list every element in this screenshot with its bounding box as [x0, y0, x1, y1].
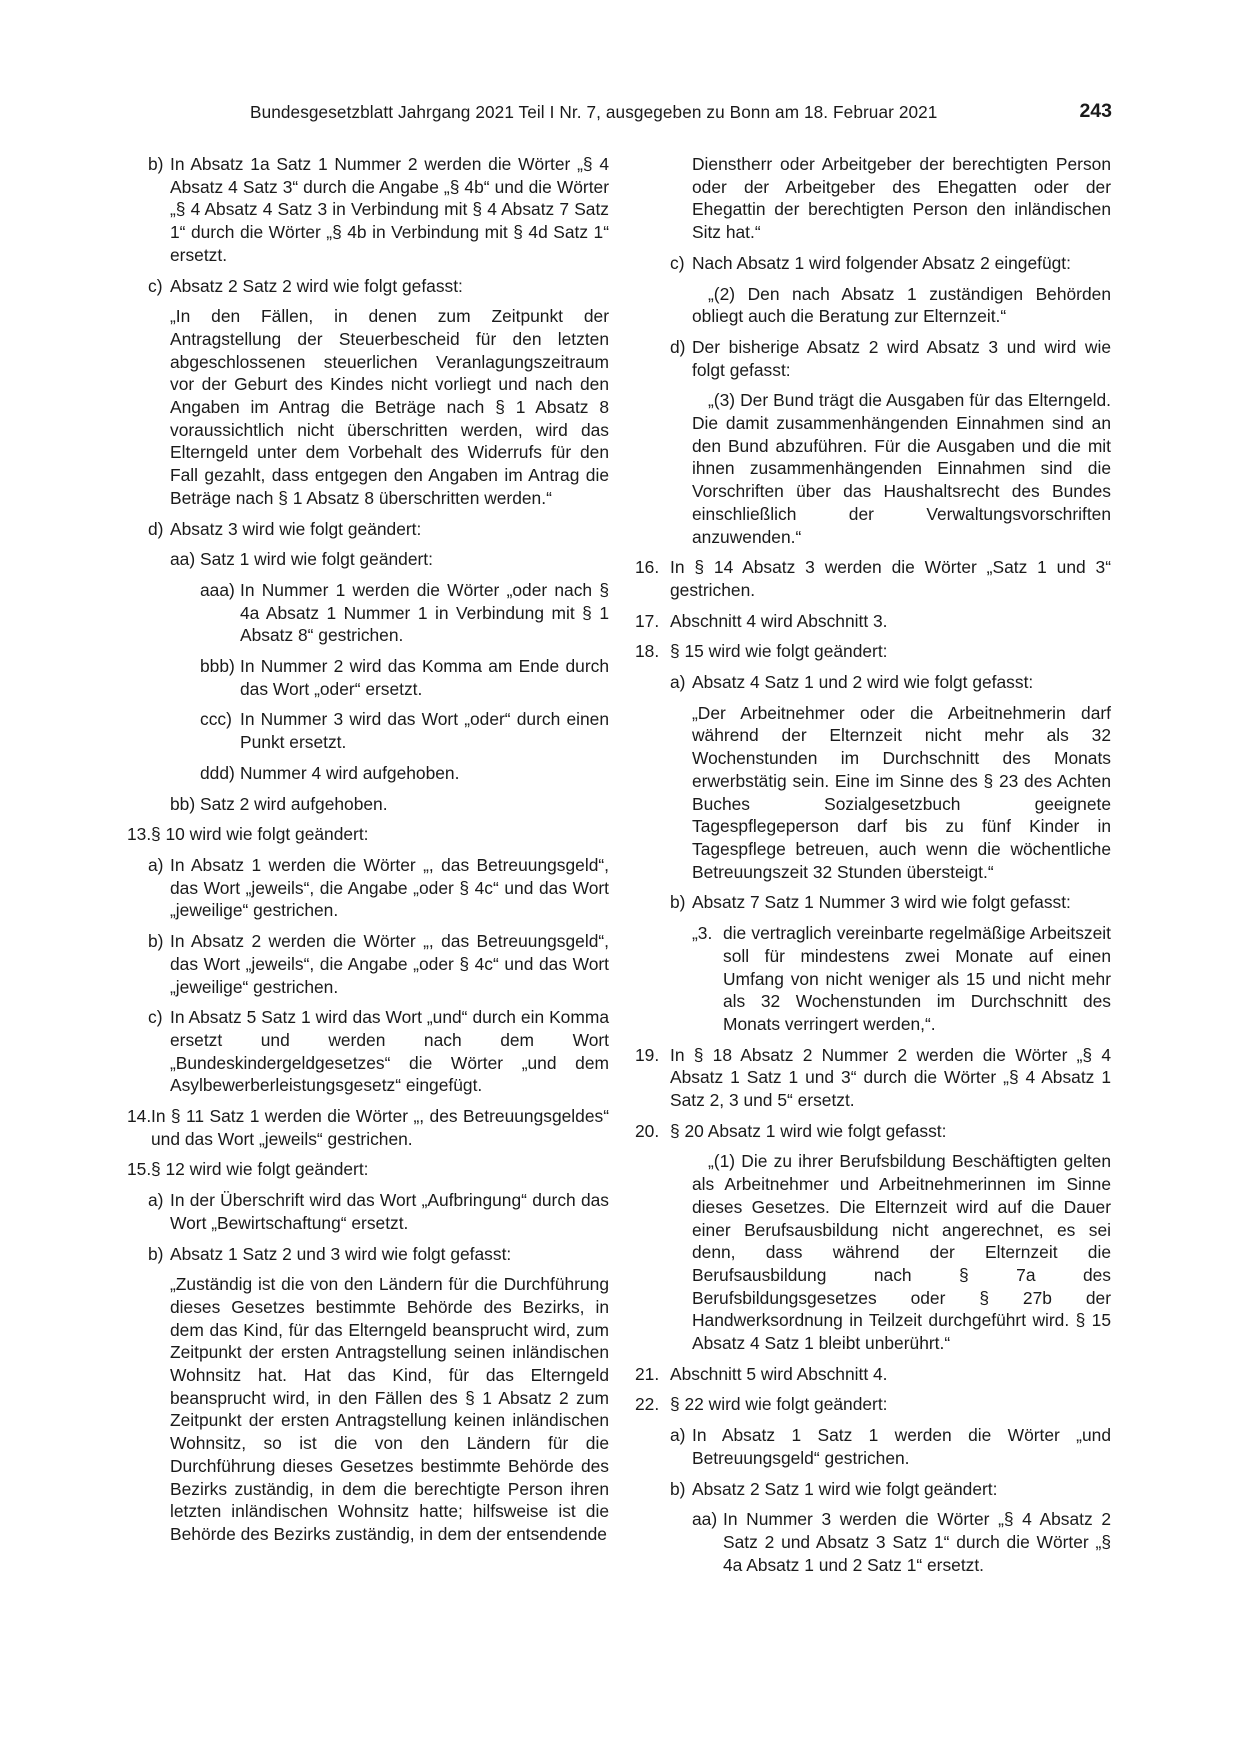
- item-label: aa): [692, 1509, 718, 1530]
- list-item: [627, 1508, 1111, 1576]
- list-item: [127, 930, 609, 998]
- list-item: [127, 708, 609, 753]
- list-item: [627, 640, 1111, 663]
- item-text: In Nummer 1 werden die Wörter „oder nach § 4a Absatz 1 Nummer 1 in Verbindung mit § 1 Absatz 8“ gestrichen.: [240, 579, 609, 646]
- list-item: [627, 1424, 1111, 1469]
- list-item: [127, 762, 609, 785]
- item-label: b): [670, 1478, 686, 1499]
- item-text: In Absatz 1 Satz 1 werden die Wörter „und Betreuungsgeld“ gestrichen.: [692, 1425, 1111, 1468]
- list-item: [127, 823, 609, 846]
- item-label: 14.: [127, 1106, 152, 1127]
- page-header: [250, 100, 1112, 126]
- item-label: a): [148, 1190, 164, 1211]
- item-label: d): [670, 336, 686, 357]
- item-label: 20.: [635, 1120, 660, 1141]
- quoted-text: „Zuständig ist die von den Ländern für die Durchführung dieses Gesetzes bestimmte Behörde des Bezirks, in dem das Kind, für das Elterngeld beansprucht wird, zum Zeitpunkt der ersten Antragstellung seinen inländischen Wohnsitz hat. Hat das Kind, für das Elterngeld beansprucht wird, in den Fällen des § 1 Absatz 2 zum Zeitpunkt der ersten Antragstellung keinen inländischen Wohnsitz, so ist die von den Ländern für die Durchführung dieses Gesetzes bestimmte Behörde des Bezirks zuständig, in dem die berechtigte Person ihren letzten inländischen Wohnsitz hatte; hilfsweise ist die Behörde des Bezirks zuständig, in dem der entsendende: [170, 1274, 609, 1544]
- item-text: § 10 wird wie folgt geändert:: [151, 824, 369, 845]
- list-item: [127, 1189, 609, 1234]
- item-label: a): [670, 672, 686, 693]
- list-item: [127, 275, 609, 510]
- item-label: 21.: [635, 1363, 660, 1384]
- item-label: bb): [170, 793, 196, 814]
- list-item: [127, 655, 609, 700]
- quoted-text: „(1) Die zu ihrer Berufsbildung Beschäftigten gelten als Arbeitnehmer und Arbeitnehmerinnen im Sinne dieses Gesetzes. Die Elternzeit wird auf die Dauer einer Berufsausbildung nicht angerechnet, es sei denn, dass während der Elternzeit die Berufsausbildung nach § 7a des Berufsbildungsgesetzes oder § 27b der Handwerksordnung in Teilzeit durchgeführt wird. § 15 Absatz 4 Satz 1 bleibt unberührt.“: [692, 1151, 1111, 1354]
- item-text: Absatz 1 Satz 2 und 3 wird wie folgt gefasst:: [170, 1243, 512, 1264]
- item-text: Nummer 4 wird aufgehoben.: [240, 762, 460, 783]
- item-text: § 15 wird wie folgt geändert:: [670, 641, 888, 662]
- item-label: 16.: [635, 557, 660, 578]
- list-item: [627, 610, 1111, 633]
- list-item: [127, 1158, 609, 1181]
- page-number: 243: [1079, 100, 1112, 122]
- item-text: § 22 wird wie folgt geändert:: [670, 1394, 888, 1415]
- item-text: Absatz 4 Satz 1 und 2 wird wie folgt gefasst:: [692, 672, 1034, 693]
- item-text: Abschnitt 5 wird Abschnitt 4.: [670, 1363, 888, 1384]
- list-item: [627, 1363, 1111, 1386]
- list-item: [127, 793, 609, 816]
- list-item: [627, 252, 1111, 328]
- item-label: 17.: [635, 610, 660, 631]
- item-text: Satz 2 wird aufgehoben.: [200, 793, 388, 814]
- item-text: In § 11 Satz 1 werden die Wörter „, des Betreuungsgeldes“ und das Wort „jeweils“ gestrichen.: [151, 1106, 609, 1149]
- item-text: Absatz 2 Satz 1 wird wie folgt geändert:: [692, 1478, 998, 1499]
- list-item: [127, 1105, 609, 1150]
- item-label: ddd): [200, 762, 235, 783]
- quoted-text: „(2) Den nach Absatz 1 zuständigen Behörden obliegt auch die Beratung zur Elternzeit.“: [692, 283, 1111, 327]
- item-text: Nach Absatz 1 wird folgender Absatz 2 eingefügt:: [692, 252, 1071, 273]
- list-item: [127, 579, 609, 647]
- item-text: Der bisherige Absatz 2 wird Absatz 3 und wird wie folgt gefasst:: [692, 336, 1111, 380]
- item-label: c): [148, 275, 163, 296]
- list-item: [127, 548, 609, 571]
- list-item: [127, 1243, 609, 1546]
- item-text: Abschnitt 4 wird Abschnitt 3.: [670, 610, 888, 631]
- item-label: 13.: [127, 824, 152, 845]
- list-item: [627, 671, 1111, 883]
- right-column: [627, 153, 1111, 1584]
- continued-text: [627, 153, 1111, 244]
- item-label: 22.: [635, 1394, 660, 1415]
- item-label: aaa): [200, 579, 235, 600]
- item-label: d): [148, 518, 164, 539]
- list-item: [127, 153, 609, 267]
- item-text: In Absatz 1a Satz 1 Nummer 2 werden die Wörter „§ 4 Absatz 4 Satz 3“ durch die Angabe „§ 4b“ und die Wörter „§ 4 Absatz 4 Satz 3 in Verbindung mit § 4 Absatz 7 Satz 1“ durch die Wörter „§ 4b in Verbindung mit § 4d Satz 1“ ersetzt.: [170, 154, 609, 265]
- item-text: § 20 Absatz 1 wird wie folgt gefasst:: [670, 1120, 947, 1141]
- item-text: In Absatz 2 werden die Wörter „, das Betreuungsgeld“, das Wort „jeweils“, die Angabe „oder § 4c“ und das Wort „jeweilige“ gestrichen.: [170, 931, 609, 997]
- item-text: In § 18 Absatz 2 Nummer 2 werden die Wörter „§ 4 Absatz 1 Satz 1 und 3“ durch die Wörter „§ 4 Absatz 1 Satz 2, 3 und 5“ ersetzt.: [670, 1044, 1111, 1111]
- item-text: In Nummer 3 werden die Wörter „§ 4 Absatz 2 Satz 2 und Absatz 3 Satz 1“ durch die Wörter „§ 4a Absatz 1 und 2 Satz 1“ ersetzt.: [723, 1509, 1111, 1575]
- item-text: In Absatz 1 werden die Wörter „, das Betreuungsgeld“, das Wort „jeweils“, die Angabe „oder § 4c“ und das Wort „jeweilige“ gestrichen.: [170, 854, 609, 921]
- quoted-text: „Der Arbeitnehmer oder die Arbeitnehmerin darf während der Elternzeit nicht mehr als 32 Wochenstunden im Durchschnitt des Monats erwerbstätig sein. Eine im Sinne des § 23 des Achten Buches Sozialgesetzbuch geeignete Tagespflegeperson darf bis zu fünf Kinder in Tagespflege betreuen, auch wenn die wöchentliche Betreuungszeit 32 Stunden übersteigt.“: [692, 702, 1111, 882]
- quoted-text: „(3) Der Bund trägt die Ausgaben für das Elterngeld. Die damit zusammenhängenden Einnahmen sind an den Bund abzuführen. Für die Ausgaben und die mit ihnen zusammenhängenden Einnahmen sind die Vorschriften über das Haushaltsrecht des Bundes einschließlich der Verwaltungsvorschriften anzuwenden.“: [692, 390, 1111, 547]
- item-text: Absatz 7 Satz 1 Nummer 3 wird wie folgt gefasst:: [692, 892, 1071, 913]
- item-label: b): [148, 1243, 164, 1264]
- quoted-text: „In den Fällen, in denen zum Zeitpunkt der Antragstellung der Steuerbescheid für den letzten abgeschlossenen steuerlichen Veranlagungszeitraum vor der Geburt des Kindes nicht vorliegt und nach den Angaben im Antrag die Beträge nach § 1 Absatz 8 voraussichtlich nicht überschritten werden, wird das Elterngeld unter dem Vorbehalt des Widerrufs für den Fall gezahlt, dass entgegen den Angaben im Antrag die Beträge nach § 1 Absatz 8 überschritten werden.“: [170, 306, 609, 508]
- list-item: [127, 854, 609, 922]
- item-label: c): [670, 252, 685, 273]
- item-label: „3.: [692, 923, 713, 944]
- running-title: Bundesgesetzblatt Jahrgang 2021 Teil I Nr. 7, ausgegeben zu Bonn am 18. Februar 2021: [250, 102, 938, 122]
- item-text: Absatz 3 wird wie folgt geändert:: [170, 518, 422, 539]
- item-label: b): [148, 154, 164, 174]
- quoted-text: die vertraglich vereinbarte regelmäßige Arbeitszeit soll für mindestens zwei Monate auf einen Umfang von nicht weniger als 15 und nicht mehr als 32 Wochenstunden im Durchschnitt des Monats verringert werden,“.: [723, 923, 1111, 1034]
- item-text: In der Überschrift wird das Wort „Aufbringung“ durch das Wort „Bewirtschaftung“ ersetzt.: [170, 1190, 609, 1233]
- item-label: ccc): [200, 709, 232, 730]
- item-label: aa): [170, 549, 196, 570]
- list-item: [627, 1478, 1111, 1501]
- item-text: § 12 wird wie folgt geändert:: [151, 1159, 369, 1180]
- item-label: a): [148, 854, 164, 875]
- item-label: 19.: [635, 1044, 660, 1065]
- item-text: In Nummer 3 wird das Wort „oder“ durch einen Punkt ersetzt.: [240, 709, 609, 753]
- item-text: In Nummer 2 wird das Komma am Ende durch das Wort „oder“ ersetzt.: [240, 656, 609, 699]
- list-item: [627, 1393, 1111, 1416]
- list-item: [127, 518, 609, 541]
- left-column: [127, 153, 609, 1554]
- list-item: [627, 1120, 1111, 1355]
- item-label: 18.: [635, 641, 660, 662]
- list-item: [627, 891, 1111, 1035]
- item-label: a): [670, 1425, 686, 1446]
- item-text: In Absatz 5 Satz 1 wird das Wort „und“ durch ein Komma ersetzt und werden nach dem Wort „Bundeskindergeldgesetzes“ die Wörter „und dem Asylbewerberleistungsgesetz“ eingefügt.: [170, 1007, 609, 1096]
- item-text: Satz 1 wird wie folgt geändert:: [200, 549, 433, 570]
- item-label: b): [670, 892, 686, 913]
- item-text: Dienstherr oder Arbeitgeber der berechtigten Person oder der Arbeitgeber des Ehegatten oder der Ehegattin der berechtigten Person den inländischen Sitz hat.“: [692, 154, 1111, 243]
- quoted-numbered-item: [692, 922, 1111, 1036]
- list-item: [627, 336, 1111, 548]
- item-label: b): [148, 931, 164, 952]
- list-item: [127, 1006, 609, 1097]
- item-text: In § 14 Absatz 3 werden die Wörter „Satz 1 und 3“ gestrichen.: [670, 557, 1111, 600]
- item-label: 15.: [127, 1159, 152, 1180]
- item-label: c): [148, 1007, 163, 1028]
- item-text: Absatz 2 Satz 2 wird wie folgt gefasst:: [170, 275, 463, 296]
- list-item: [627, 1044, 1111, 1112]
- item-label: bbb): [200, 656, 235, 677]
- list-item: [627, 556, 1111, 601]
